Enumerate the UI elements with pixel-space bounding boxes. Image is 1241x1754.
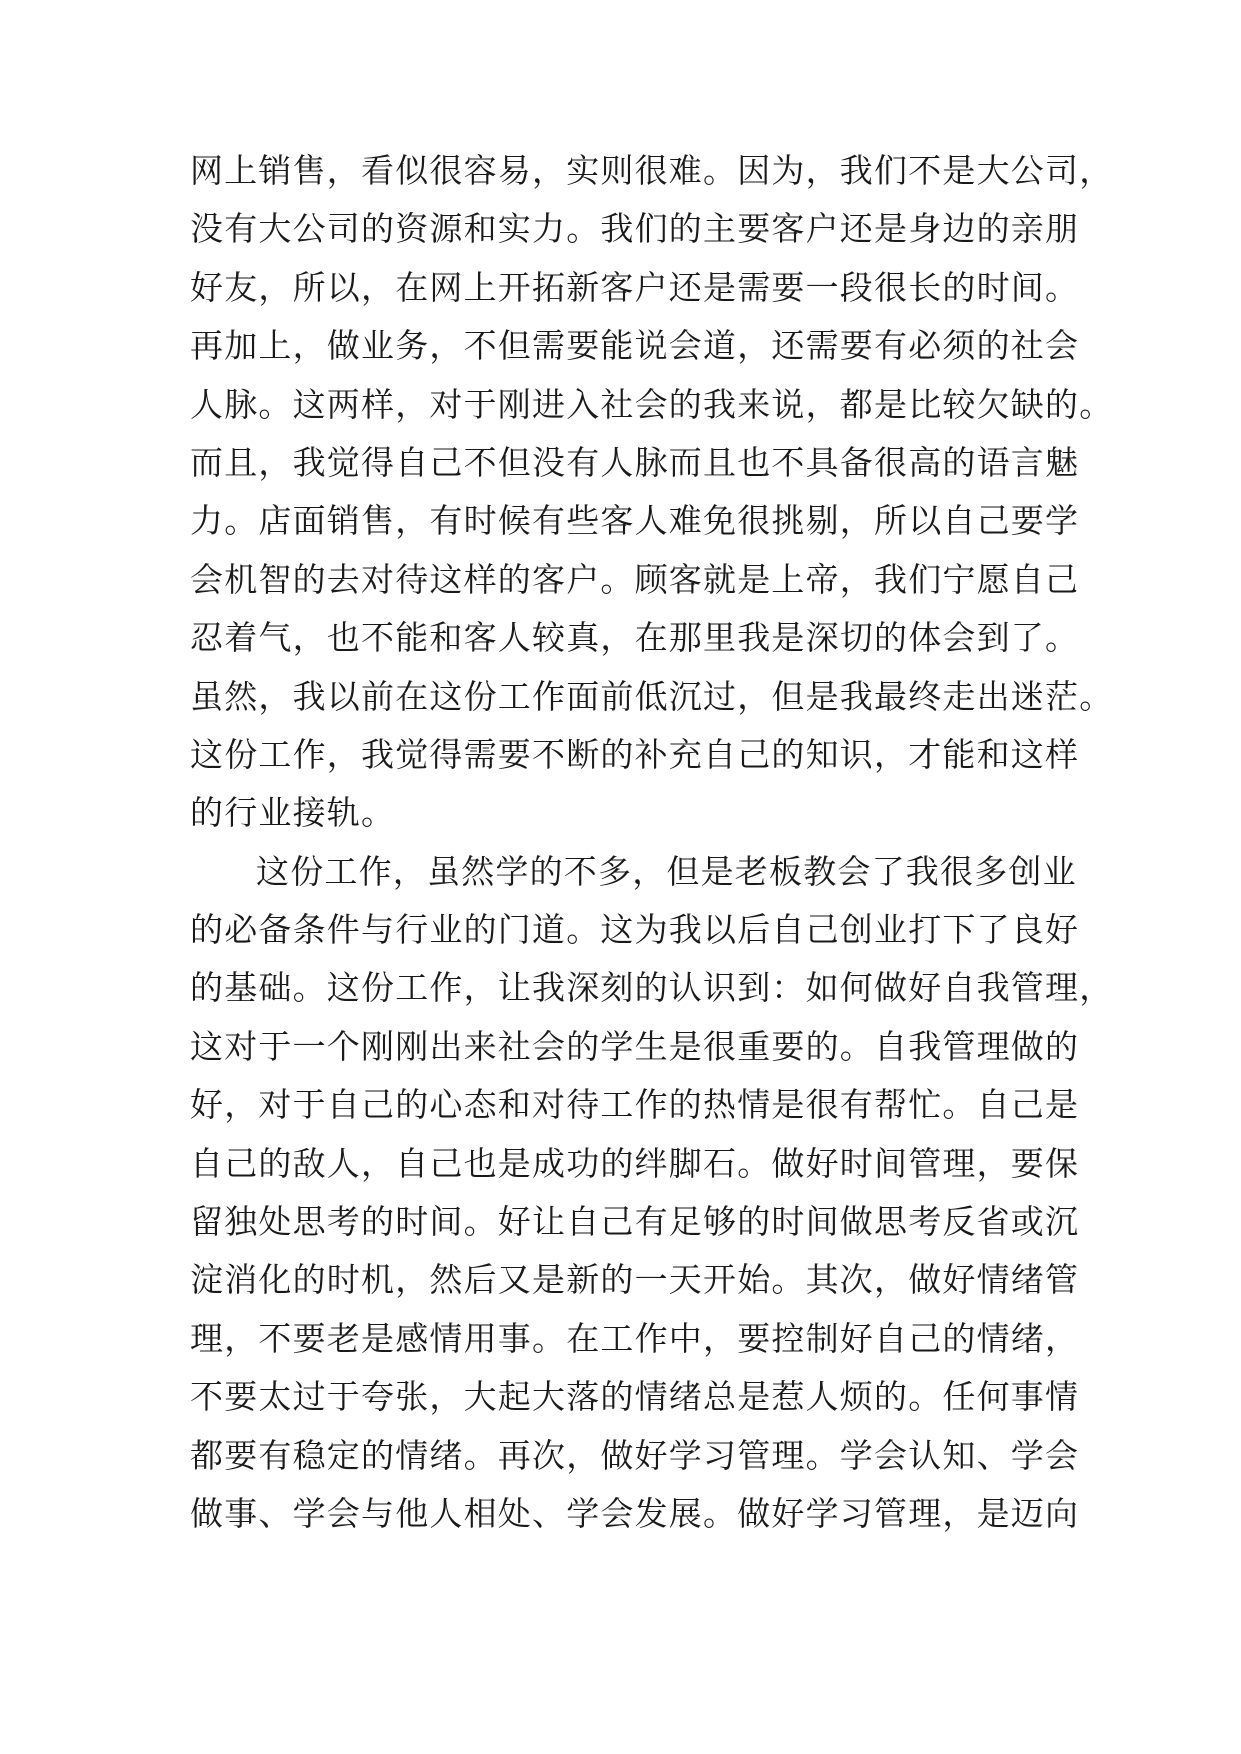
- text-line: 的行业接轨。: [190, 793, 396, 833]
- paragraph-1: [190, 142, 1114, 843]
- text-line: 不要太过于夸张，大起大落的情绪总是惹人烦的。任何事情: [190, 1377, 1080, 1417]
- text-line: 人脉。这两样，对于刚进入社会的我来说，都是比较欠缺的。: [190, 384, 1114, 424]
- text-line: 做事、学会与他人相处、学会发展。做好学习管理，是迈向: [190, 1493, 1080, 1533]
- text-line: 自己的敌人，自己也是成功的绊脚石。做好时间管理，要保: [190, 1143, 1080, 1183]
- text-line: 理，不要老是感情用事。在工作中，要控制好自己的情绪，: [190, 1318, 1080, 1358]
- text-line: 留独处思考的时间。好让自己有足够的时间做思考反省或沉: [190, 1202, 1080, 1242]
- text-line: 再加上，做业务，不但需要能说会道，还需要有必须的社会: [190, 326, 1080, 366]
- text-line: 好友，所以，在网上开拓新客户还是需要一段很长的时间。: [190, 267, 1080, 307]
- text-line: 虽然，我以前在这份工作面前低沉过，但是我最终走出迷茫。: [190, 676, 1114, 716]
- body-text: [190, 142, 1114, 1543]
- text-line: 这对于一个刚刚出来社会的学生是很重要的。自我管理做的: [190, 1026, 1080, 1066]
- text-line: 会机智的去对待这样的客户。顾客就是上帝，我们宁愿自己: [190, 559, 1080, 599]
- paragraph-2: [190, 843, 1114, 1544]
- text-line: 力。店面销售，有时候有些客人难免很挑剔，所以自己要学: [190, 501, 1080, 541]
- text-line: 而且，我觉得自己不但没有人脉而且也不具备很高的语言魅: [190, 442, 1080, 482]
- text-line: 淀消化的时机，然后又是新的一天开始。其次，做好情绪管: [190, 1260, 1080, 1300]
- text-line: 这份工作，我觉得需要不断的补充自己的知识，才能和这样: [190, 734, 1080, 774]
- text-line: 的必备条件与行业的门道。这为我以后自己创业打下了良好: [190, 910, 1080, 950]
- text-line: 没有大公司的资源和实力。我们的主要客户还是身边的亲朋: [190, 209, 1080, 249]
- text-line: 的基础。这份工作，让我深刻的认识到：如何做好自我管理，: [190, 968, 1114, 1008]
- text-line: 都要有稳定的情绪。再次，做好学习管理。学会认知、学会: [190, 1435, 1080, 1475]
- text-line: 忍着气，也不能和客人较真，在那里我是深切的体会到了。: [190, 618, 1080, 658]
- text-line: 网上销售，看似很容易，实则很难。因为，我们不是大公司，: [190, 151, 1114, 190]
- text-line: 这份工作，虽然学的不多，但是老板教会了我很多创业: [256, 851, 1077, 891]
- text-line: 好，对于自己的心态和对待工作的热情是很有帮忙。自己是: [190, 1085, 1080, 1125]
